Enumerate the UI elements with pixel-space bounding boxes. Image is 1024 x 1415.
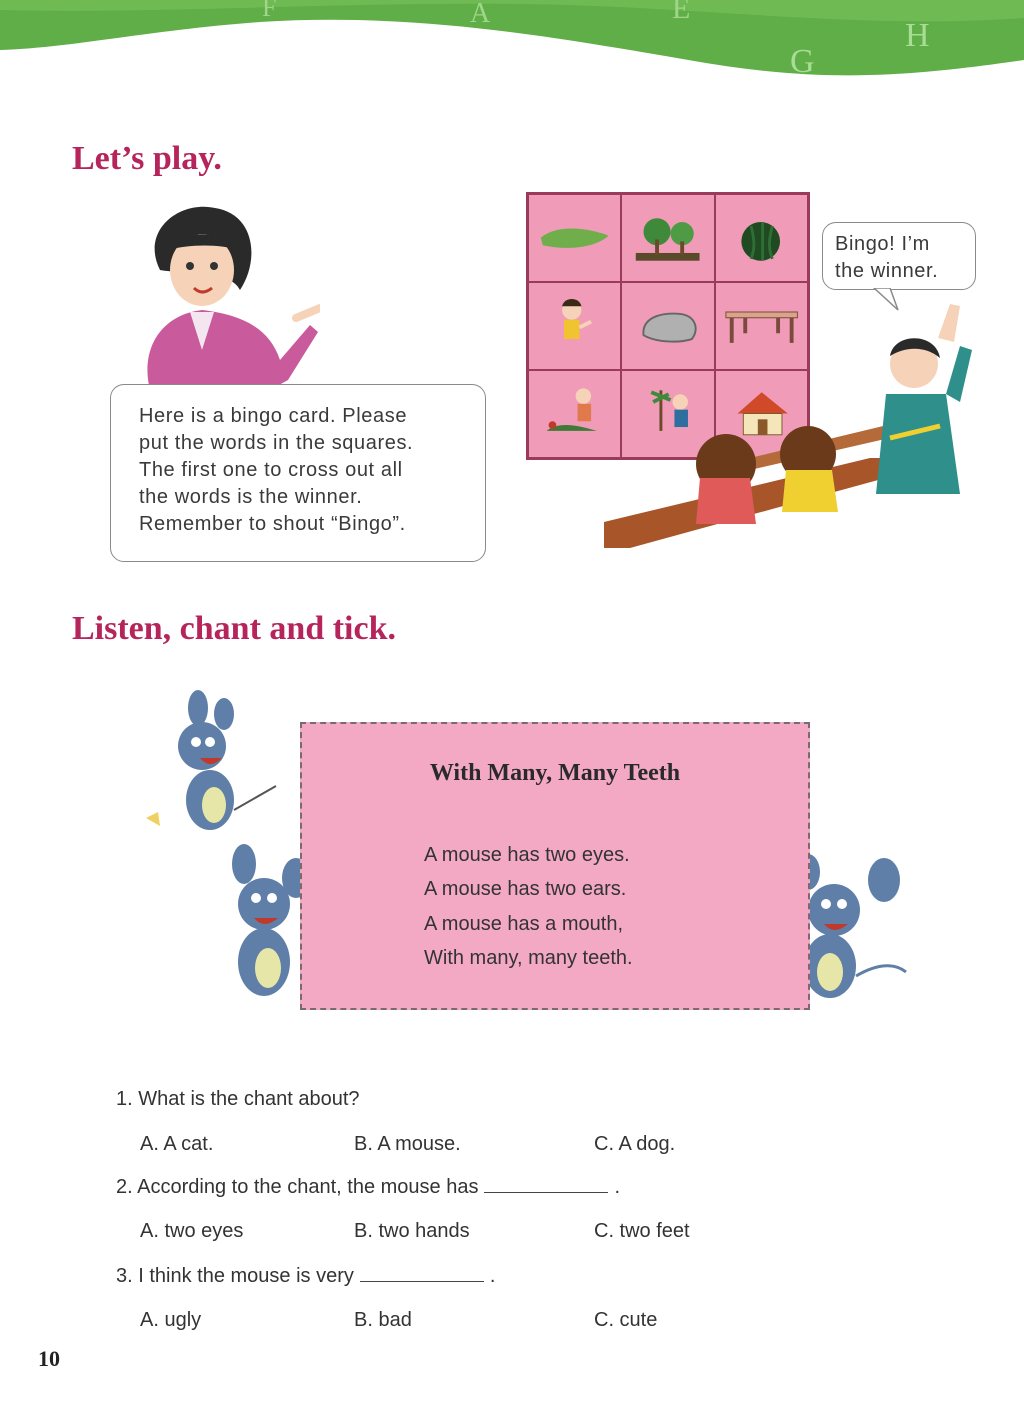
question-1 (116, 1088, 360, 1111)
answer-blank[interactable] (360, 1265, 484, 1282)
question-end: . (614, 1176, 621, 1198)
chant-line: With many, many teeth. (424, 947, 633, 969)
bingo-cell (715, 194, 808, 282)
speech-line: the winner. (835, 260, 939, 282)
option-1c[interactable]: C. A dog. (594, 1133, 676, 1155)
speech-line: Remember to shout “Bingo”. (139, 513, 406, 535)
question-text: According to the chant, the mouse has (137, 1176, 479, 1198)
section-title-listen-chant-tick: Listen, chant and tick. (72, 610, 396, 647)
svg-text:F: F (262, 0, 277, 22)
mouse-illustration-top-left (140, 690, 280, 840)
speech-line: Bingo! I’m (835, 233, 930, 255)
option-2c[interactable]: C. two feet (594, 1220, 690, 1242)
page-number: 10 (38, 1346, 60, 1371)
bingo-cell (528, 194, 621, 282)
chant-line: A mouse has a mouth, (424, 913, 624, 935)
bean-pod-icon (529, 195, 620, 281)
option-3a[interactable]: A. ugly (140, 1309, 202, 1331)
option-2b[interactable]: B. two hands (354, 1220, 470, 1242)
option-3c[interactable]: C. cute (594, 1309, 658, 1331)
bingo-cell (621, 194, 714, 282)
teacher-illustration (120, 200, 320, 390)
option-1a[interactable]: A. A cat. (140, 1133, 214, 1155)
question-end: . (489, 1265, 496, 1287)
speech-line: Here is a bingo card. Please (139, 405, 408, 427)
answer-blank[interactable] (484, 1176, 608, 1193)
section-title-lets-play: Let’s play. (72, 140, 222, 177)
question-text: What is the chant about? (138, 1088, 360, 1110)
option-1b[interactable]: B. A mouse. (354, 1133, 461, 1155)
chant-title: With Many, Many Teeth (429, 760, 681, 786)
svg-text:H: H (905, 17, 930, 54)
question-3 (116, 1265, 495, 1288)
svg-text:A: A (470, 0, 491, 29)
chant-box (300, 722, 810, 1010)
question-number: 3. (116, 1265, 133, 1287)
option-2a[interactable]: A. two eyes (140, 1220, 244, 1242)
boy-speech-bubble (822, 222, 976, 290)
question-number: 1. (116, 1088, 133, 1110)
classroom-illustration (600, 298, 980, 560)
speech-line: put the words in the squares. (139, 432, 414, 454)
option-3b[interactable]: B. bad (354, 1309, 412, 1331)
chant-line: A mouse has two ears. (424, 878, 627, 900)
svg-text:G: G (790, 43, 815, 80)
header-banner (0, 0, 1024, 90)
question-text: I think the mouse is very (138, 1265, 354, 1287)
speech-line: the words is the winner. (139, 486, 363, 508)
question-number: 2. (116, 1176, 133, 1198)
trees-icon (622, 195, 713, 281)
svg-text:E: E (672, 0, 691, 25)
teacher-speech-bubble (110, 384, 486, 562)
question-2 (116, 1176, 620, 1199)
speech-line: The first one to cross out all (139, 459, 403, 481)
chant-line: A mouse has two eyes. (424, 844, 630, 866)
watermelon-icon (716, 195, 807, 281)
